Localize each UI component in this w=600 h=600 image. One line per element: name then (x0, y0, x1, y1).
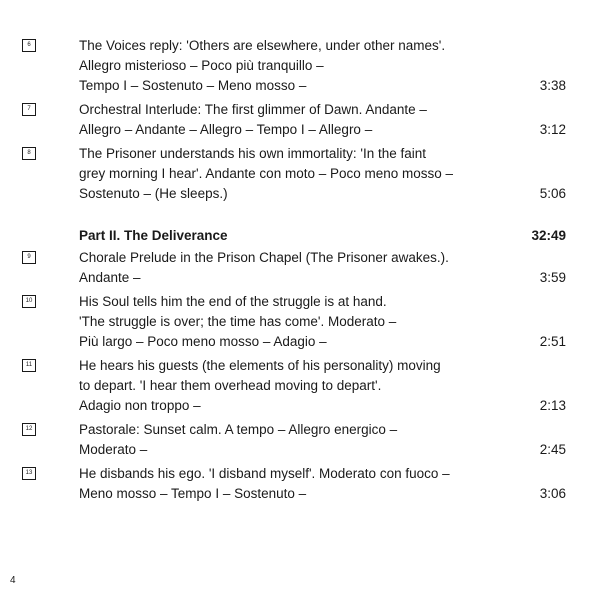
track-line: His Soul tells him the end of the struggle is at hand. (79, 294, 387, 309)
track-description (79, 292, 519, 352)
track-description (79, 144, 519, 204)
part-heading: Part II. The Deliverance (79, 228, 228, 243)
track-line: Andante – (79, 270, 141, 285)
track-number-box: 13 (22, 467, 36, 480)
track-number-box: 8 (22, 147, 36, 160)
track-line: grey morning I hear'. Andante con moto – Poco meno mosso – (79, 166, 454, 181)
track-number-box: 12 (22, 423, 36, 436)
track-line: He disbands his ego. 'I disband myself'. Moderato con fuoco – (79, 466, 450, 481)
track-number-box: 11 (22, 359, 36, 372)
track-duration: 2:51 (539, 334, 566, 349)
track-line: Orchestral Interlude: The first glimmer of Dawn. Andante – (79, 102, 427, 117)
page-number: 4 (10, 575, 16, 586)
track-number-box: 9 (22, 251, 36, 264)
track-line: 'The struggle is over; the time has come'. Moderato – (79, 314, 397, 329)
track-line: Tempo I – Sostenuto – Meno mosso – (79, 78, 307, 93)
track-description (79, 464, 519, 504)
track-duration: 5:06 (539, 186, 566, 201)
track-description (79, 420, 519, 460)
track-number-box: 6 (22, 39, 36, 52)
track-line: Moderato – (79, 442, 148, 457)
track-line: He hears his guests (the elements of his personality) moving (79, 358, 441, 373)
track-description (79, 356, 519, 416)
track-line: Allegro – Andante – Allegro – Tempo I – Allegro – (79, 122, 373, 137)
track-line: The Prisoner understands his own immortality: 'In the faint (79, 146, 426, 161)
track-line: Adagio non troppo – (79, 398, 201, 413)
track-duration: 3:59 (539, 270, 566, 285)
track-line: The Voices reply: 'Others are elsewhere, under other names'. (79, 38, 446, 53)
track-line: to depart. 'I hear them overhead moving to depart'. (79, 378, 382, 393)
track-line: Chorale Prelude in the Prison Chapel (The Prisoner awakes.). (79, 250, 449, 265)
track-line: Più largo – Poco meno mosso – Adagio – (79, 334, 327, 349)
part-duration: 32:49 (531, 228, 566, 243)
track-number-box: 7 (22, 103, 36, 116)
track-duration: 2:45 (539, 442, 566, 457)
track-line: Sostenuto – (He sleeps.) (79, 186, 228, 201)
track-line: Allegro misterioso – Poco più tranquillo – (79, 58, 324, 73)
track-line: Pastorale: Sunset calm. A tempo – Allegro energico – (79, 422, 398, 437)
track-duration: 3:06 (539, 486, 566, 501)
track-line: Meno mosso – Tempo I – Sostenuto – (79, 486, 307, 501)
track-number-box: 10 (22, 295, 36, 308)
track-duration: 2:13 (539, 398, 566, 413)
track-description (79, 248, 519, 288)
track-description (79, 100, 519, 140)
track-description (79, 36, 519, 96)
track-duration: 3:38 (539, 78, 566, 93)
track-duration: 3:12 (539, 122, 566, 137)
